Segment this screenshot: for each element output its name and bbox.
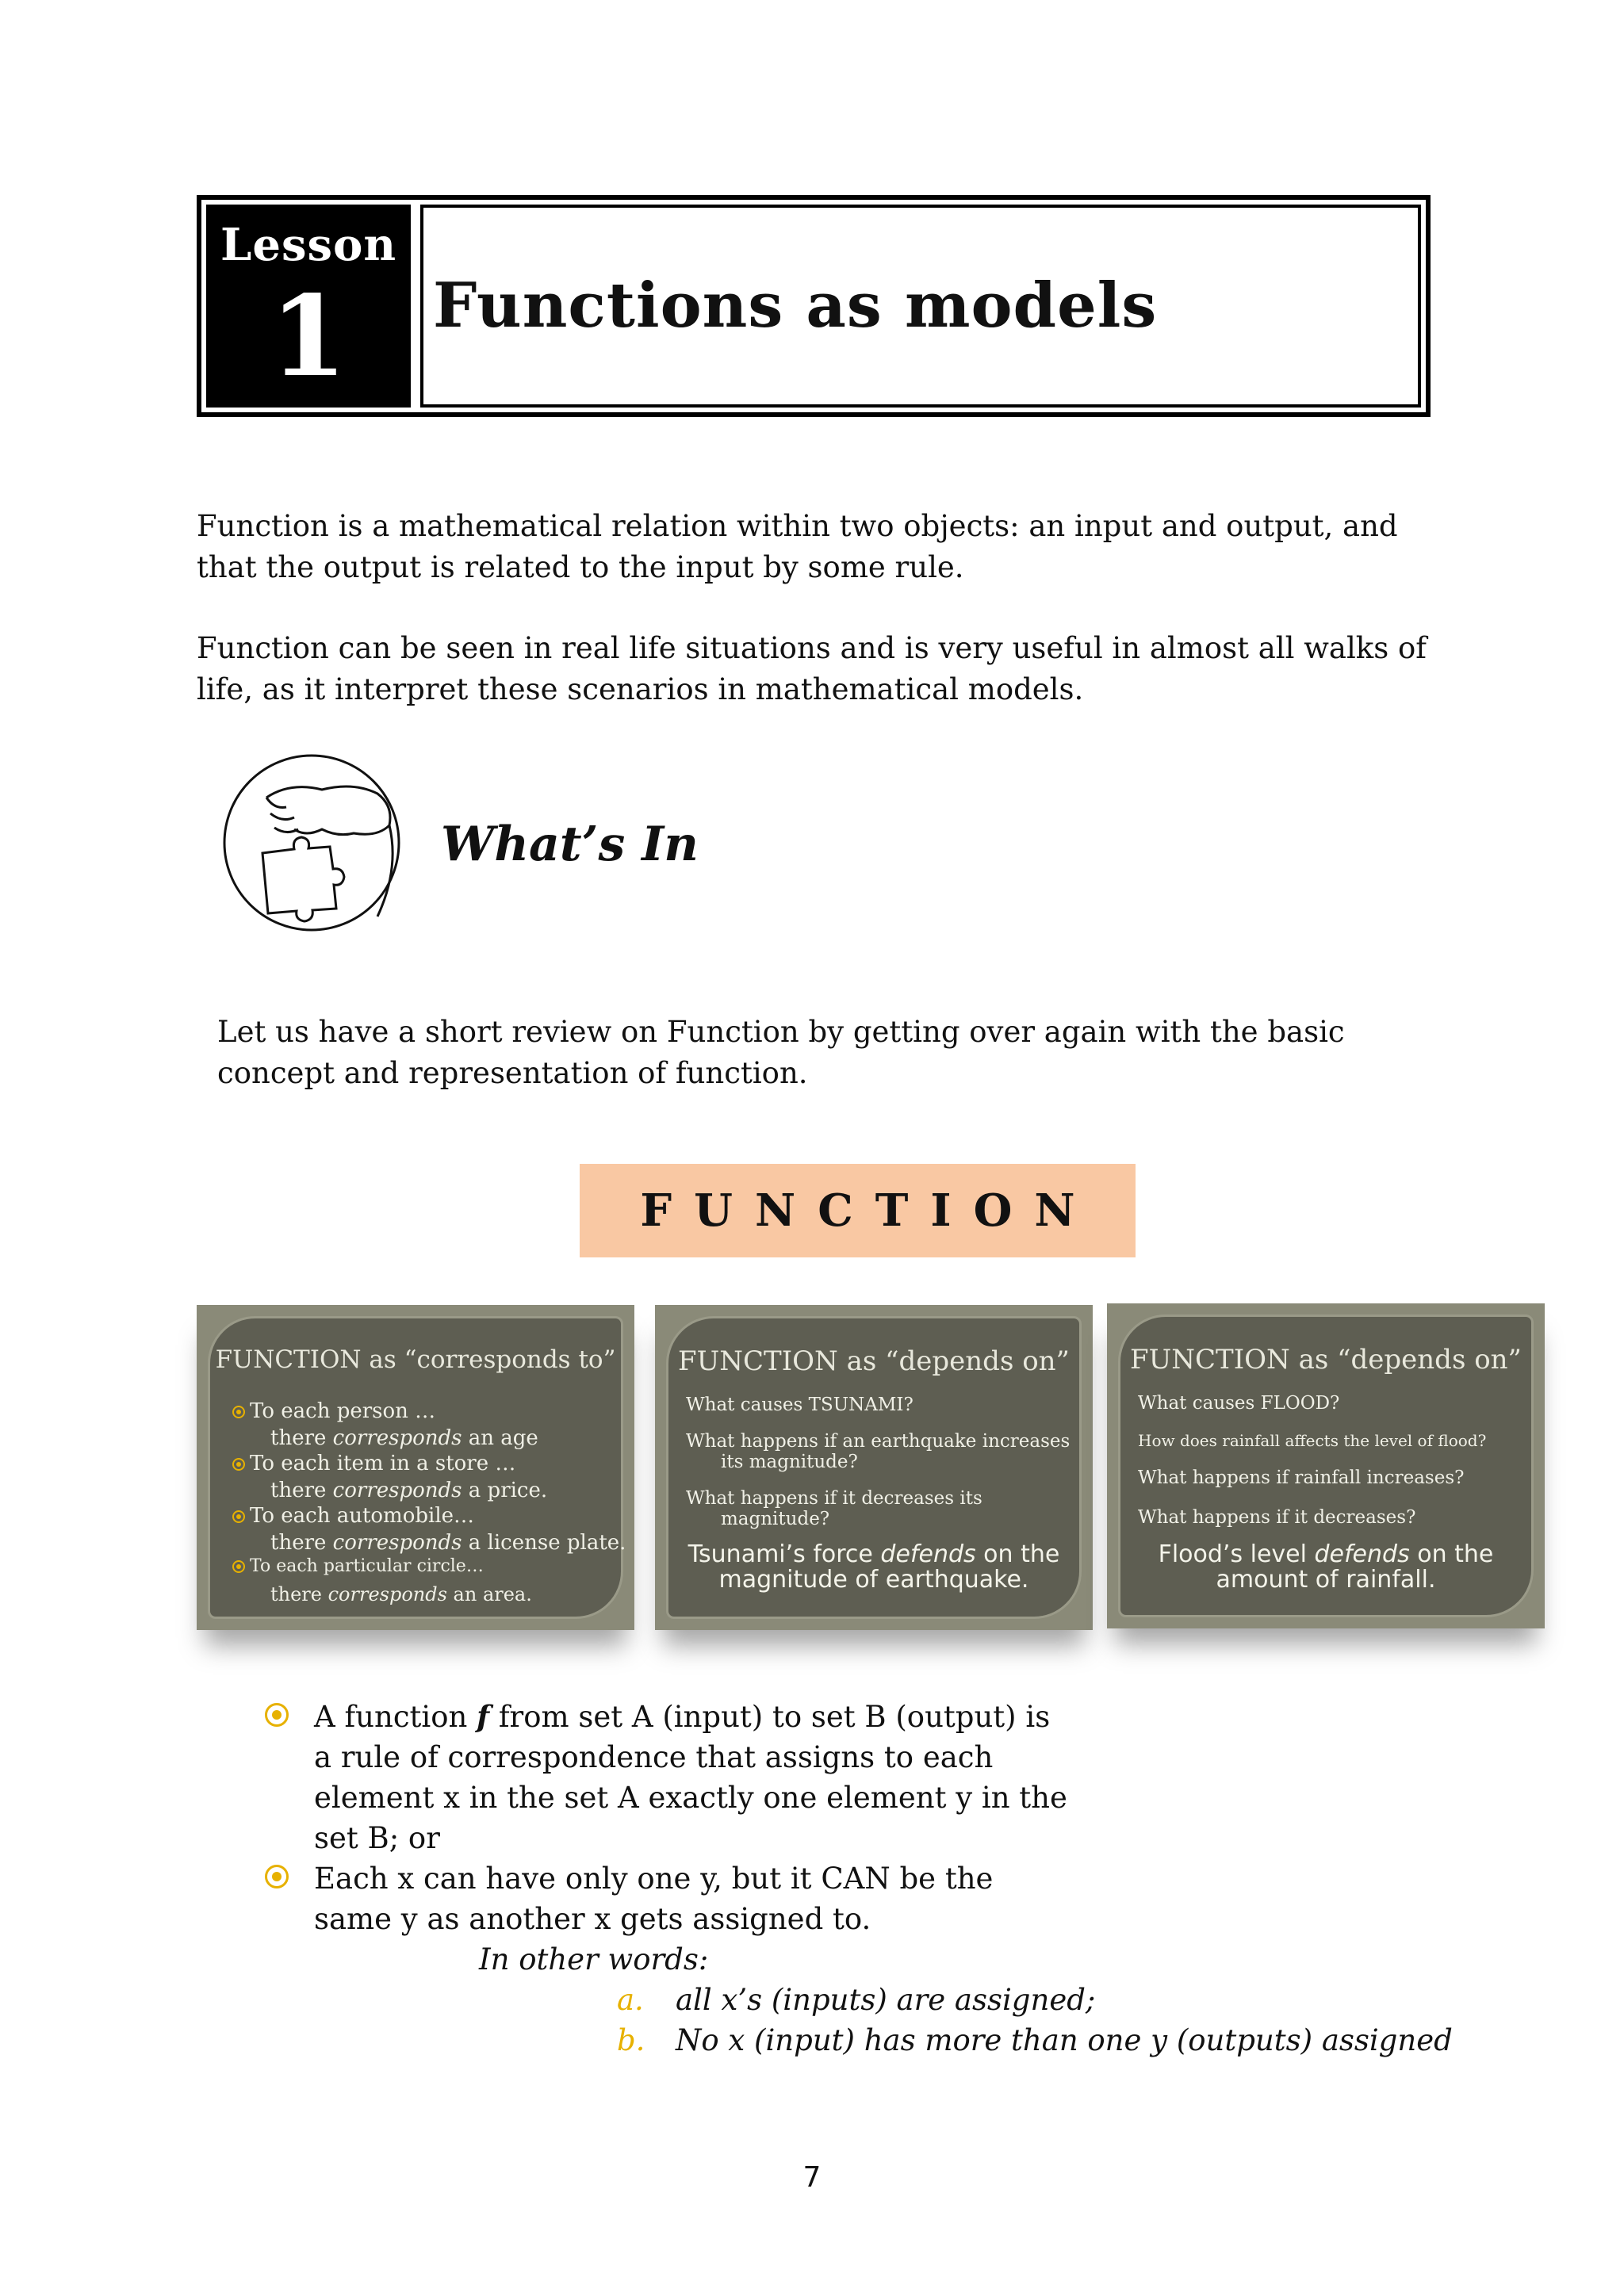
definition-line: same y as another x gets assigned to.: [314, 1902, 871, 1936]
bullet-icon: [232, 1510, 245, 1523]
slide-line-text: To each particular circle…: [250, 1556, 484, 1576]
list-item-a: all x’s (inputs) are assigned;: [676, 1983, 1096, 2017]
intro-paragraph-2: Function can be seen in real life situations and is very useful in almost all walks of life, as it interpret these scenarios in mathematical models.: [197, 631, 1427, 706]
function-banner: [580, 1164, 1136, 1257]
lesson-label: Lesson: [220, 219, 397, 271]
slide-line-text: there: [270, 1531, 333, 1555]
conclusion-text: Tsunami’s force: [688, 1540, 881, 1568]
definition-line: element x in the set A exactly one element y in the: [314, 1781, 1067, 1815]
slide-corresponds-to: [197, 1305, 634, 1630]
definition-line: [314, 1697, 1091, 1737]
conclusion-text: Flood’s level: [1158, 1540, 1315, 1568]
slide-panel: [666, 1316, 1082, 1619]
slide-title: FUNCTION as “depends on”: [1130, 1344, 1522, 1376]
bullet-icon: [265, 1703, 289, 1727]
slide-question: What happens if an earthquake increases: [686, 1431, 1071, 1452]
slide-line: [270, 1531, 626, 1555]
definition-line: set B; or: [314, 1821, 440, 1855]
lesson-header: [197, 195, 1431, 417]
slide-line-text: there: [270, 1583, 328, 1605]
slide-question: What happens if it decreases?: [1138, 1507, 1416, 1528]
list-item-b: No x (input) has more than one y (outputs) assigned: [676, 2023, 1453, 2057]
slide-question: What causes FLOOD?: [1138, 1393, 1340, 1414]
function-symbol: f: [477, 1699, 490, 1734]
page-number: 7: [802, 2161, 822, 2194]
conclusion-text: on the: [1409, 1540, 1494, 1568]
slide-line-text: an age: [462, 1426, 538, 1450]
slide-line-italic: corresponds: [332, 1479, 462, 1502]
definition-line: a rule of correspondence that assigns to each: [314, 1740, 994, 1774]
slide-title: FUNCTION as “depends on”: [678, 1345, 1070, 1377]
bullet-icon: [232, 1458, 245, 1471]
slide-line-italic: corresponds: [332, 1531, 462, 1555]
slide-question: What causes TSUNAMI?: [686, 1395, 914, 1415]
slide-line: [270, 1479, 547, 1502]
slide-line-text: To each person …: [250, 1399, 436, 1423]
slide-line-italic: corresponds: [327, 1583, 447, 1605]
definition-2: [314, 1858, 1091, 1939]
bullet-icon: [232, 1406, 245, 1418]
slide-panel: [1118, 1314, 1534, 1617]
definition-text: from set A (input) to set B (output) is: [489, 1700, 1051, 1734]
slide-question: magnitude?: [721, 1509, 830, 1529]
slide-question: How does rainfall affects the level of flood?: [1138, 1431, 1487, 1450]
slide-conclusion: magnitude of earthquake.: [718, 1566, 1029, 1594]
slide-line: [232, 1504, 474, 1528]
slide-title: FUNCTION as “corresponds to”: [215, 1345, 616, 1374]
list-letter-b: b.: [617, 2023, 645, 2057]
slide-conclusion: amount of rainfall.: [1216, 1566, 1436, 1594]
slide-line-text: To each item in a store …: [250, 1452, 516, 1475]
list-letter-a: a.: [617, 1983, 644, 2017]
slide-line: [270, 1583, 532, 1605]
hand-puzzle-piece-icon: [219, 750, 404, 936]
slide-depends-on-flood: [1107, 1303, 1545, 1628]
slide-line: [232, 1452, 515, 1475]
conclusion-italic: defends: [880, 1540, 976, 1568]
slide-question: What happens if rainfall increases?: [1138, 1468, 1465, 1488]
slide-line-text: there: [270, 1426, 333, 1450]
slide-line-text: there: [270, 1479, 333, 1502]
definition-1: [314, 1697, 1091, 1858]
lesson-title-block: [420, 205, 1421, 408]
slide-line-text: a price.: [462, 1479, 548, 1502]
lesson-title: Functions as models: [433, 270, 1158, 342]
review-paragraph: Let us have a short review on Function by getting over again with the basic concept and representation of function.: [217, 1015, 1345, 1090]
whats-in-heading: What’s In: [441, 817, 699, 872]
bullet-icon: [232, 1560, 245, 1573]
slide-depends-on-tsunami: [655, 1305, 1093, 1630]
slide-line-text: To each automobile…: [250, 1504, 475, 1528]
intro-paragraph-1: Function is a mathematical relation within two objects: an input and output, and that the output is related to the input by some rule.: [197, 509, 1398, 584]
in-other-words: In other words:: [479, 1942, 709, 1976]
slide-question: its magnitude?: [721, 1452, 858, 1472]
slide-line-text: an area.: [446, 1583, 532, 1605]
lesson-number-block: [206, 205, 411, 408]
function-banner-title: FUNCTION: [640, 1184, 1097, 1237]
slide-panel: [208, 1316, 626, 1619]
slide-conclusion: [1120, 1542, 1531, 1567]
slide-line-text: a license plate.: [462, 1531, 626, 1555]
slide-question: What happens if it decreases its: [686, 1488, 982, 1509]
conclusion-italic: defends: [1314, 1540, 1410, 1568]
conclusion-text: on the: [975, 1540, 1060, 1568]
lesson-number: 1: [270, 272, 347, 402]
definition-line: Each x can have only one y, but it CAN be the: [314, 1862, 994, 1896]
slide-line-italic: corresponds: [332, 1426, 462, 1450]
slide-line: [232, 1399, 435, 1423]
definition-text: A function: [314, 1700, 477, 1734]
bullet-icon: [265, 1865, 289, 1888]
slide-conclusion: [668, 1542, 1079, 1567]
slide-line: [232, 1556, 484, 1576]
slide-line: [270, 1426, 538, 1450]
